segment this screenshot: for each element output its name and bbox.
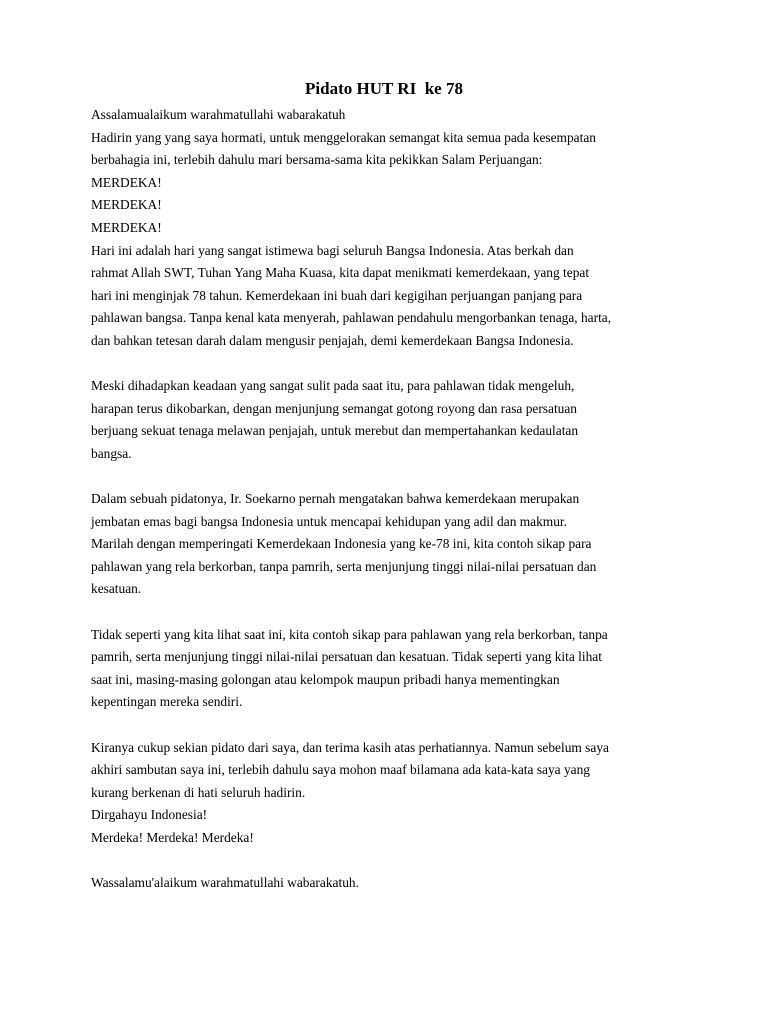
text-line: kurang berkenan di hati seluruh hadirin.	[91, 784, 306, 800]
text-line: berjuang sekuat tenaga melawan penjajah, untuk merebut dan mempertahankan kedaulatan	[91, 423, 579, 439]
text-line: Dirgahayu Indonesia!	[91, 807, 208, 823]
text-line: kepentingan mereka sendiri.	[91, 694, 243, 710]
paragraph-spacer	[91, 601, 691, 624]
text-line: berbahagia ini, terlebih dahulu mari bersama-sama kita pekikkan Salam Perjuangan:	[91, 152, 543, 168]
text-line: rahmat Allah SWT, Tuhan Yang Maha Kuasa, kita dapat menikmati kemerdekaan, yang tepat	[91, 265, 590, 281]
text-line: Hari ini adalah hari yang sangat istimewa bagi seluruh Bangsa Indonesia. Atas berkah dan	[91, 242, 574, 258]
text-line: Kiranya cukup sekian pidato dari saya, dan terima kasih atas perhatiannya. Namun sebelum saya	[91, 739, 609, 755]
text-line: kesatuan.	[91, 581, 142, 597]
paragraph-spacer	[91, 353, 691, 376]
text-line: bangsa.	[91, 445, 132, 461]
paragraph-spacer	[91, 850, 691, 873]
text-line: Assalamualaikum warahmatullahi wabarakatuh	[91, 107, 346, 122]
text-line: Tidak seperti yang kita lihat saat ini, kita contoh sikap para pahlawan yang rela berkorban, tanpa	[91, 626, 608, 642]
text-line: harapan terus dikobarkan, dengan menjunjung semangat gotong royong dan rasa persatuan	[91, 400, 578, 416]
document-title: Pidato HUT RI ke 78	[305, 79, 463, 98]
text-line: hari ini menginjak 78 tahun. Kemerdekaan ini buah dari kegigihan perjuangan panjang para	[91, 287, 583, 303]
text-line: pahlawan yang rela berkorban, tanpa pamrih, serta menjunjung tinggi nilai-nilai persatuan dan	[91, 558, 597, 574]
text-line: Wassalamu'alaikum warahmatullahi wabarakatuh.	[91, 875, 359, 891]
text-line: MERDEKA!	[91, 219, 162, 235]
text-line: saat ini, masing-masing golongan atau kelompok maupun pribadi hanya mementingkan	[91, 671, 560, 687]
document-body	[91, 104, 691, 895]
text-line: MERDEKA!	[91, 197, 162, 213]
text-line: akhiri sambutan saya ini, terlebih dahulu saya mohon maaf bilamana ada kata-kata saya yang	[91, 762, 590, 778]
text-line: pamrih, serta menjunjung tinggi nilai-nilai persatuan dan kesatuan. Tidak seperti yang kita lihat	[91, 649, 602, 665]
text-line: dan bahkan tetesan darah dalam mengusir penjajah, demi kemerdekaan Bangsa Indonesia.	[91, 332, 574, 348]
text-line: Hadirin yang yang saya hormati, untuk menggelorakan semangat kita semua pada kesempatan	[91, 129, 596, 145]
text-line: Merdeka! Merdeka! Merdeka!	[91, 830, 254, 845]
text-line: pahlawan bangsa. Tanpa kenal kata menyerah, pahlawan pendahulu mengorbankan tenaga, harta,	[91, 310, 612, 326]
paragraph-spacer	[91, 466, 691, 489]
text-line: Dalam sebuah pidatonya, Ir. Soekarno pernah mengatakan bahwa kemerdekaan merupakan	[91, 491, 580, 507]
paragraph-spacer	[91, 714, 691, 737]
text-line: MERDEKA!	[91, 174, 162, 190]
text-line: Marilah dengan memperingati Kemerdekaan Indonesia yang ke-78 ini, kita contoh sikap para	[91, 536, 592, 552]
text-line: jembatan emas bagi bangsa Indonesia untuk mencapai kehidupan yang adil dan makmur.	[91, 513, 567, 529]
text-line: Meski dihadapkan keadaan yang sangat sulit pada saat itu, para pahlawan tidak mengeluh,	[91, 378, 575, 394]
